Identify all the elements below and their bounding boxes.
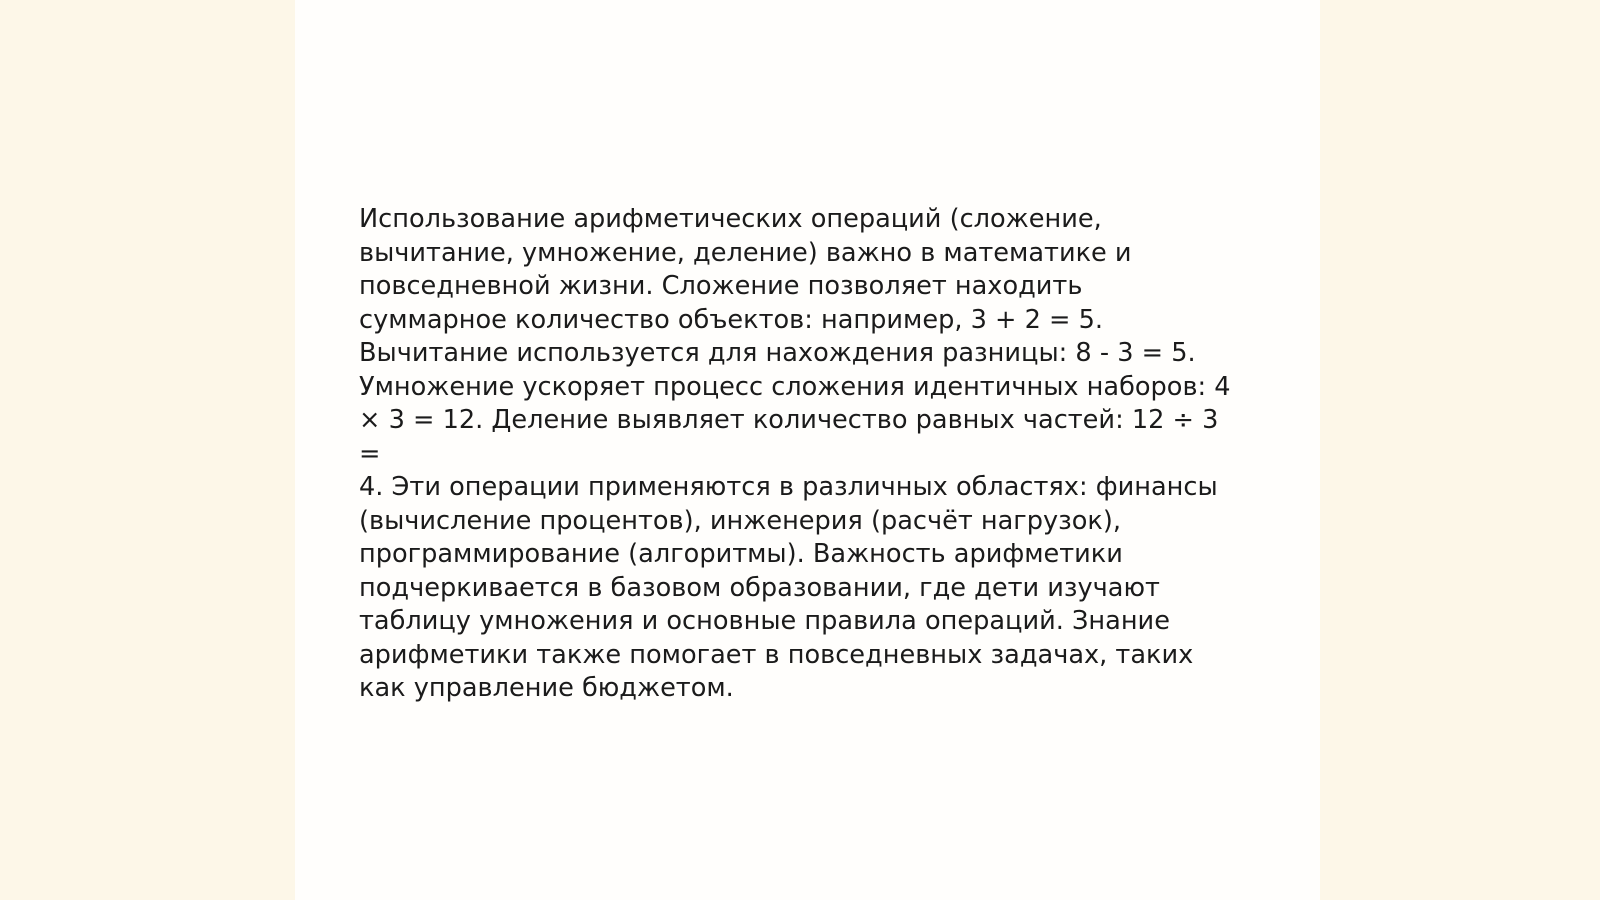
document-paragraph: Использование арифметических операций (сложение, вычитание, умножение, деление) важно в математике и повседневной жизни. Сложение позволяет находить суммарное количество объектов: например, 3 + 2 = 5. Вычитание используется для нахождения разницы: 8 - 3 = 5. Умножение ускоряет процесс сложения идентичных наборов: 4 × 3 = 12. Деление выявляет количество равных частей: 12 ÷ 3 = 4. Эти операции применяются в различных областях: финансы (вычисление процентов), инженерия (расчёт нагрузок), программирование (алгоритмы). Важность арифметики подчеркивается в базовом образовании, где дети изучают таблицу умножения и основные правила операций. Знание арифметики также помогает в повседневных задачах, таких как управление бюджетом. bbox=[359, 204, 1231, 703]
document-page bbox=[295, 0, 1320, 900]
